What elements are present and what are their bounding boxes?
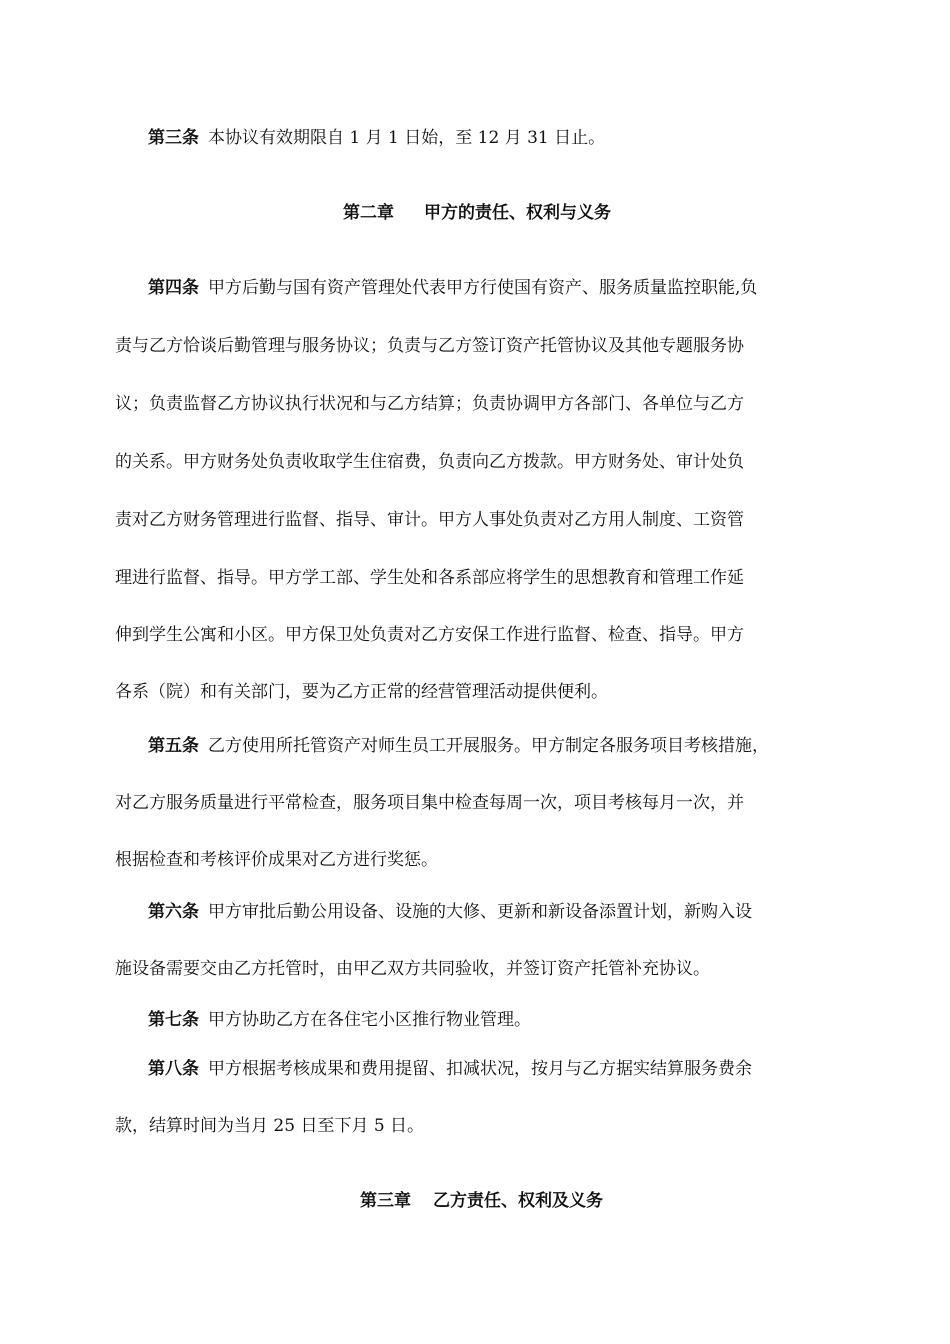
chapter-2-number: 第二章 [343, 203, 394, 223]
article-6-text: 甲方审批后勤公用设备、设施的大修、更新和新设备添置计划，新购入设 [208, 902, 752, 922]
article-4-line-1 [148, 276, 757, 300]
article-6-line-2: 施设备需要交由乙方托管时，由甲乙双方共同验收，并签订资产托管补充协议。 [115, 959, 710, 979]
article-3-text: 本协议有效期限自 1 月 1 日始，至 12 月 31 日止。 [208, 128, 606, 148]
article-4-line-8: 各系（院）和有关部门，要为乙方正常的经营管理活动提供便利。 [115, 682, 608, 702]
article-4-line-2: 责与乙方恰谈后勤管理与服务协议；负责与乙方签订资产托管协议及其他专题服务协 [115, 336, 744, 356]
article-4-label: 第四条 [148, 278, 199, 298]
chapter-3-heading [360, 1189, 603, 1213]
article-5-label: 第五条 [148, 736, 199, 756]
article-7 [148, 1008, 531, 1032]
chapter-2-title: 甲方的责任、权利与义务 [424, 203, 611, 223]
article-4-text: 甲方后勤与国有资产管理处代表甲方行使国有资产、服务质量监控职能,负 [208, 278, 758, 298]
article-4-line-3: 议；负责监督乙方协议执行状况和与乙方结算；负责协调甲方各部门、各单位与乙方 [115, 394, 744, 414]
chapter-3-number: 第三章 [360, 1191, 411, 1211]
article-7-label: 第七条 [148, 1010, 199, 1030]
article-3-label: 第三条 [148, 128, 199, 148]
article-8-line-1 [148, 1057, 752, 1081]
article-8-line-2: 款，结算时间为当月 25 日至下月 5 日。 [115, 1116, 425, 1136]
article-3 [148, 126, 605, 150]
article-4-line-5: 责对乙方财务管理进行监督、指导、审计。甲方人事处负责对乙方用人制度、工资管 [115, 510, 744, 530]
article-5-text: 乙方使用所托管资产对师生员工开展服务。甲方制定各服务项目考核措施， [208, 736, 769, 756]
article-5-line-2: 对乙方服务质量进行平常检查，服务项目集中检查每周一次，项目考核每月一次，并 [115, 793, 744, 813]
article-6-label: 第六条 [148, 902, 199, 922]
chapter-3-title: 乙方责任、权利及义务 [433, 1191, 603, 1211]
article-5-line-1 [148, 734, 769, 758]
article-4-line-6: 理进行监督、指导。甲方学工部、学生处和各系部应将学生的思想教育和管理工作延 [115, 568, 744, 588]
article-8-label: 第八条 [148, 1059, 199, 1079]
article-4-line-7: 伸到学生公寓和小区。甲方保卫处负责对乙方安保工作进行监督、检查、指导。甲方 [115, 625, 744, 645]
article-7-text: 甲方协助乙方在各住宅小区推行物业管理。 [208, 1010, 531, 1030]
chapter-2-heading [343, 201, 611, 225]
article-4-line-4: 的关系。甲方财务处负责收取学生住宿费，负责向乙方拨款。甲方财务处、审计处负 [115, 452, 744, 472]
article-6-line-1 [148, 900, 752, 924]
article-5-line-3: 根据检查和考核评价成果对乙方进行奖惩。 [115, 850, 438, 870]
article-8-text: 甲方根据考核成果和费用提留、扣减状况，按月与乙方据实结算服务费余 [208, 1059, 752, 1079]
